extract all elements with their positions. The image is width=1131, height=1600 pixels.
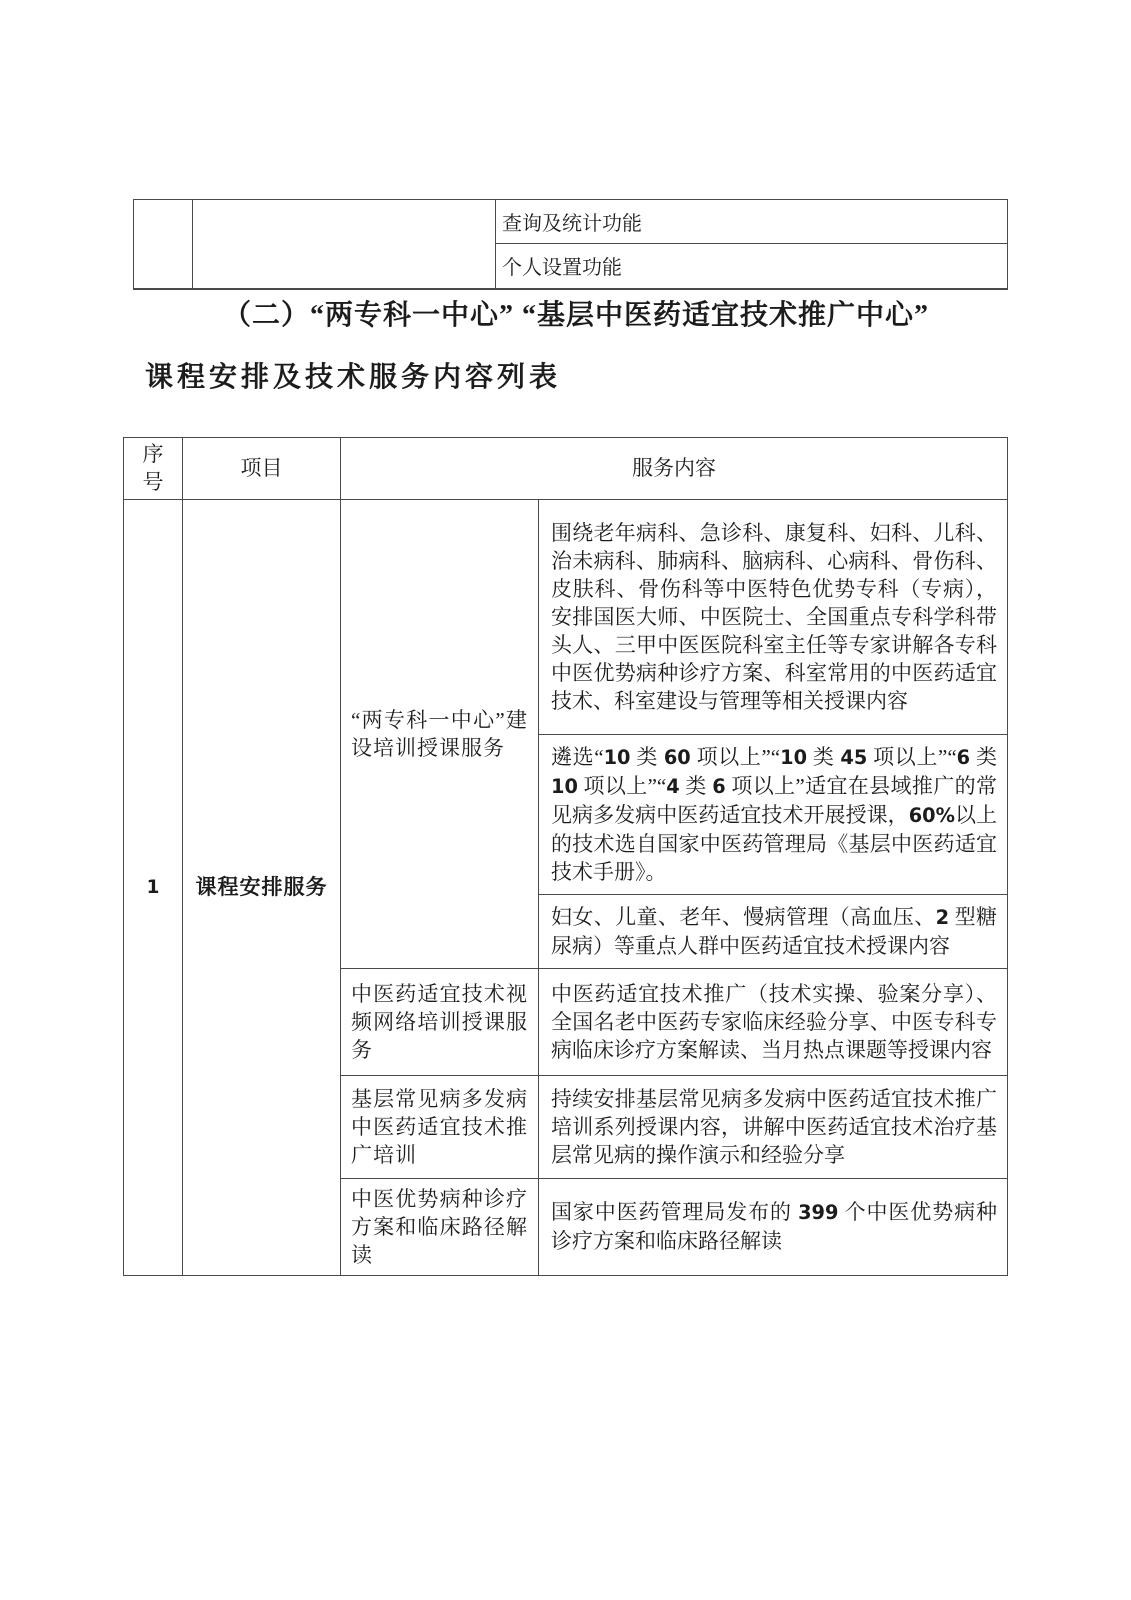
table-row xyxy=(124,499,1008,734)
cell-service-specialty-lectures: 围绕老年病科、急诊科、康复科、妇科、儿科、治未病科、肺病科、脑病科、心病科、骨伤科、皮肤科、骨伤科等中医特色优势专科（专病），安排国医大师、中医院士、全国重点专科学科带头人、三甲中医医院科室主任等专家讲解各专科中医优势病种诊疗方案、科室常用的中医药适宜技术、科室建设与管理等相关授课内容 xyxy=(539,499,1008,734)
header-service-content: 服务内容 xyxy=(341,438,1008,500)
cell-seq-number: 1 xyxy=(124,499,183,1275)
cell-service-key-populations: 妇女、儿童、老年、慢病管理（高血压、2 型糖尿病）等重点人群中医药适宜技术授课内容 xyxy=(539,894,1008,968)
cell-service-video-training: 中医药适宜技术推广（技术实操、验案分享）、全国名老中医药专家临床经验分享、中医专科专病临床诊疗方案解读、当月热点课题等授课内容 xyxy=(539,968,1008,1075)
section-heading-line1: （二）“两专科一中心” “基层中医药适宜技术推广中心” xyxy=(223,300,930,331)
header-seq-label: 序号 xyxy=(142,442,164,495)
frag-row-personal-settings: 个人设置功能 xyxy=(496,244,1008,289)
cell-service-clinical-pathways: 国家中医药管理局发布的 399 个中医优势病种诊疗方案和临床路径解读 xyxy=(539,1178,1008,1275)
section-heading-line2: 课程安排及技术服务内容列表 xyxy=(145,362,562,393)
cell-service-selected-techniques: 遴选“10 类 60 项以上”“10 类 45 项以上”“6 类 10 项以上”“4 类 6 项以上”适宜在县域推广的常见病多发病中医药适宜技术开展授课，60%以上的技术选自国家中医药管理局《基层中医药适宜技术手册》。 xyxy=(539,734,1008,894)
cell-project-name: 课程安排服务 xyxy=(183,499,341,1275)
header-project: 项目 xyxy=(183,438,341,500)
header-seq xyxy=(124,438,183,500)
frag-empty-seq-cell xyxy=(134,200,193,289)
cell-group-label-grassroots-training: 基层常见病多发病中医药适宜技术推广培训 xyxy=(341,1075,539,1178)
frag-empty-project-cell xyxy=(193,200,496,289)
table-header-row xyxy=(124,438,1008,500)
cell-group-label-clinical-pathways: 中医优势病种诊疗方案和临床路径解读 xyxy=(341,1178,539,1275)
cell-service-grassroots-training: 持续安排基层常见病多发病中医药适宜技术推广培训系列授课内容，讲解中医药适宜技术治疗基层常见病的操作演示和经验分享 xyxy=(539,1075,1008,1178)
top-table-fragment xyxy=(133,199,1008,290)
cell-group-label-video-training: 中医药适宜技术视频网络培训授课服务 xyxy=(341,968,539,1075)
cell-group-label-center-building: “两专科一中心”建设培训授课服务 xyxy=(341,499,539,968)
frag-row-query-stats: 查询及统计功能 xyxy=(496,200,1008,244)
services-table xyxy=(123,437,1008,1276)
